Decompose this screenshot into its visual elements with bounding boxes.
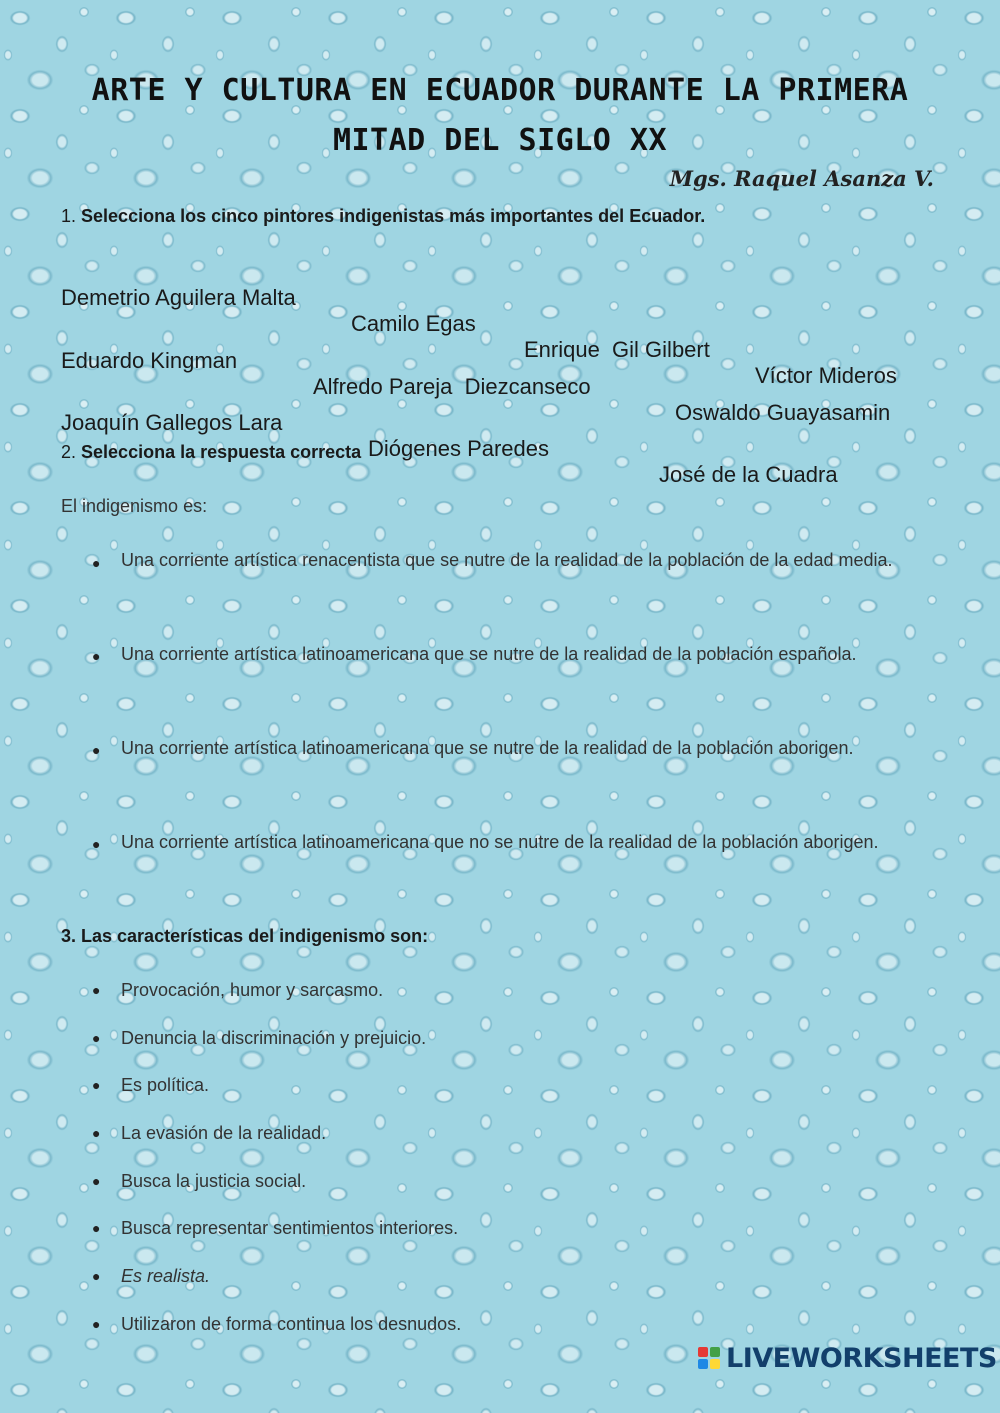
- painter-option[interactable]: Camilo Egas: [351, 311, 476, 336]
- bullet-icon: ●: [92, 1077, 101, 1093]
- characteristic-option[interactable]: Utilizaron de forma continua los desnudos.: [121, 1314, 462, 1334]
- painter-option[interactable]: Demetrio Aguilera Malta: [61, 285, 296, 310]
- characteristic-option[interactable]: Busca representar sentimientos interiores.: [121, 1218, 459, 1238]
- bullet-icon: ●: [92, 1173, 101, 1189]
- characteristic-option[interactable]: La evasión de la realidad.: [121, 1123, 327, 1143]
- painter-option[interactable]: Alfredo Pareja Diezcanseco: [313, 374, 591, 399]
- liveworksheets-logo-icon: [698, 1347, 720, 1369]
- characteristic-option[interactable]: Busca la justicia social.: [121, 1171, 307, 1191]
- question-2-number: 2.: [61, 442, 77, 462]
- bullet-icon: ●: [92, 1125, 101, 1141]
- liveworksheets-logo: [698, 1340, 997, 1376]
- characteristic-option[interactable]: Denuncia la discriminación y prejuicio.: [121, 1028, 427, 1048]
- author-name: Mgs. Raquel Asanza V.: [669, 166, 934, 191]
- bullet-icon: ●: [92, 648, 101, 664]
- bullet-icon: ●: [92, 836, 101, 852]
- characteristic-option[interactable]: Provocación, humor y sarcasmo.: [121, 980, 384, 1000]
- logo-square: [710, 1347, 720, 1357]
- painter-option[interactable]: Eduardo Kingman: [61, 348, 238, 373]
- painter-option[interactable]: Víctor Mideros: [755, 363, 897, 388]
- logo-square: [698, 1359, 708, 1369]
- bullet-icon: ●: [92, 742, 101, 758]
- bullet-icon: ●: [92, 982, 101, 998]
- bullet-icon: ●: [92, 1030, 101, 1046]
- answer-option[interactable]: Una corriente artística latinoamericana que no se nutre de la realidad de la población aborigen.: [121, 832, 879, 852]
- painter-option[interactable]: Enrique Gil Gilbert: [524, 337, 710, 362]
- logo-square: [710, 1359, 720, 1369]
- bullet-icon: ●: [92, 1220, 101, 1236]
- question-1: [61, 206, 705, 227]
- painter-option[interactable]: Diógenes Paredes: [368, 436, 550, 461]
- answer-option[interactable]: Una corriente artística latinoamericana que se nutre de la realidad de la población aborigen.: [121, 738, 854, 758]
- liveworksheets-logo-text: LIVEWORKSHEETS: [726, 1342, 997, 1374]
- question-1-number: 1.: [61, 206, 77, 226]
- characteristic-option[interactable]: Es realista.: [121, 1266, 211, 1286]
- bullet-icon: ●: [92, 1316, 101, 1332]
- characteristic-option[interactable]: Es política.: [121, 1075, 210, 1095]
- title-line-1: ARTE Y CULTURA EN ECUADOR DURANTE LA PRIMERA: [91, 73, 909, 108]
- title-line-2: MITAD DEL SIGLO XX: [332, 123, 668, 158]
- question-2-prompt: El indigenismo es:: [61, 496, 208, 516]
- painter-option[interactable]: José de la Cuadra: [659, 462, 838, 487]
- painter-option[interactable]: Oswaldo Guayasamin: [675, 400, 891, 425]
- logo-square: [698, 1347, 708, 1357]
- question-3: [61, 926, 428, 947]
- painter-option[interactable]: Joaquín Gallegos Lara: [61, 410, 283, 435]
- question-2-text: Selecciona la respuesta correcta: [81, 442, 362, 462]
- question-1-text: Selecciona los cinco pintores indigenistas más importantes del Ecuador.: [81, 206, 706, 226]
- question-2: [61, 442, 361, 463]
- answer-option[interactable]: Una corriente artística renacentista que se nutre de la realidad de la población de la edad media.: [121, 550, 893, 570]
- bullet-icon: ●: [92, 555, 101, 571]
- worksheet-title: [60, 66, 940, 166]
- bullet-icon: ●: [92, 1268, 101, 1284]
- question-3-text: 3. Las características del indigenismo son:: [61, 926, 429, 946]
- answer-option[interactable]: Una corriente artística latinoamericana que se nutre de la realidad de la población española.: [121, 644, 857, 664]
